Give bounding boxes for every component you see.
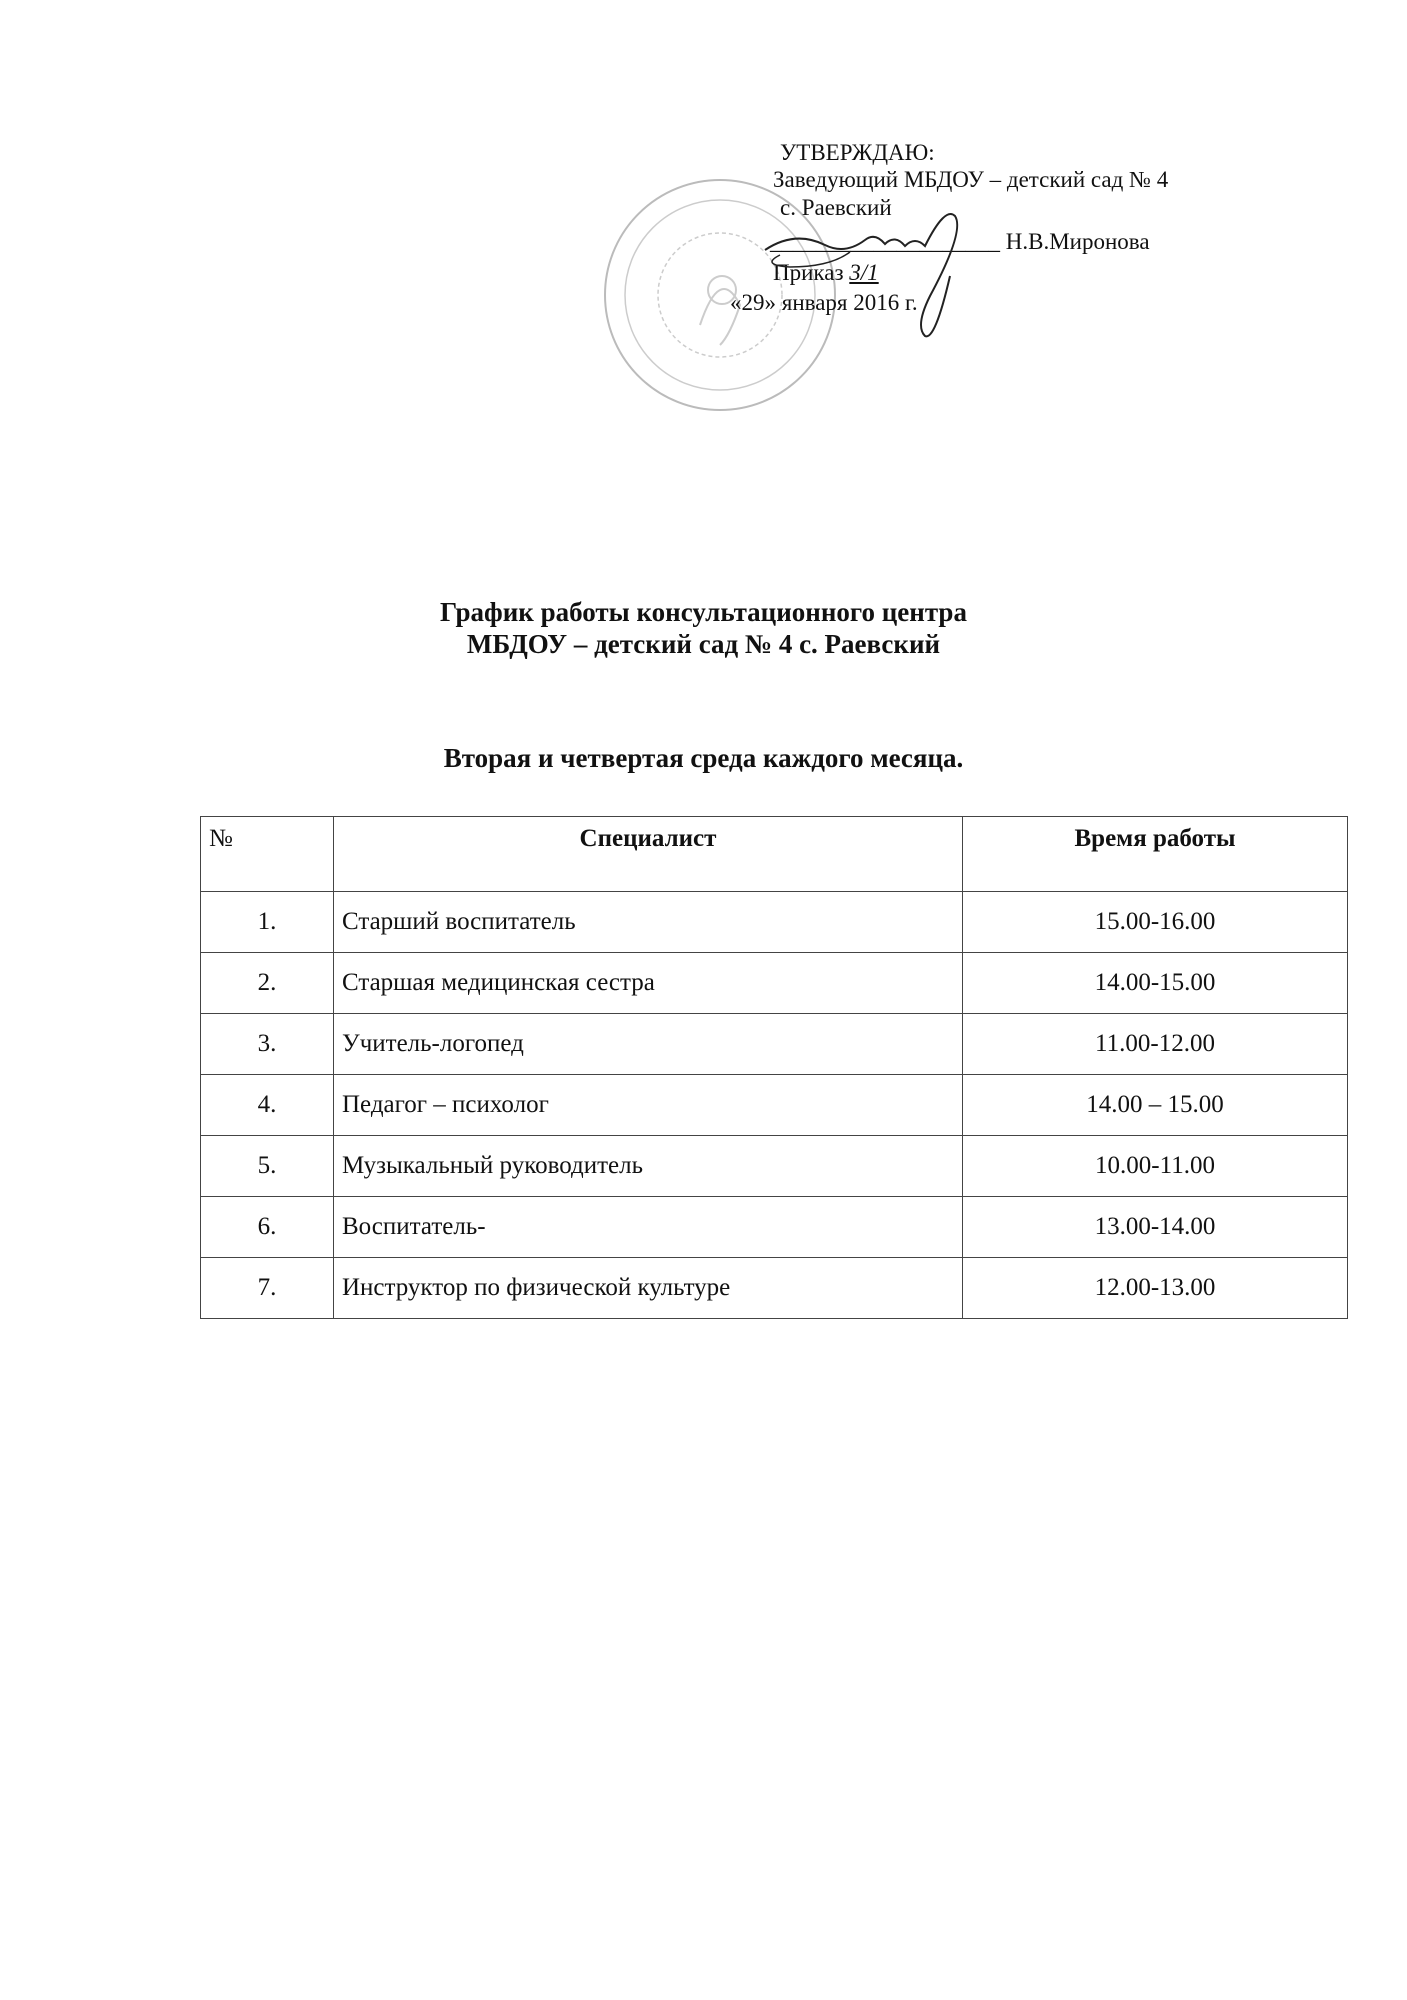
table-row bbox=[201, 953, 1348, 1014]
row-number: 2. bbox=[201, 953, 334, 1014]
row-specialist: Музыкальный руководитель bbox=[334, 1136, 963, 1197]
row-number: 7. bbox=[201, 1258, 334, 1319]
table-row bbox=[201, 1197, 1348, 1258]
row-time: 12.00-13.00 bbox=[963, 1258, 1348, 1319]
approval-position: Заведующий МБДОУ – детский сад № 4 bbox=[773, 167, 1169, 192]
signer-name: Н.В.Миронова bbox=[1005, 229, 1150, 254]
header-specialist: Специалист bbox=[334, 817, 963, 892]
signature-underline: ____________________ bbox=[770, 229, 1000, 254]
row-time: 10.00-11.00 bbox=[963, 1136, 1348, 1197]
schedule-subtitle: Вторая и четвертая среда каждого месяца. bbox=[443, 743, 964, 773]
header-number: № bbox=[201, 817, 334, 892]
row-specialist: Старшая медицинская сестра bbox=[334, 953, 963, 1014]
order-number: 3/1 bbox=[849, 260, 879, 285]
row-number: 6. bbox=[201, 1197, 334, 1258]
row-number: 4. bbox=[201, 1075, 334, 1136]
row-time: 13.00-14.00 bbox=[963, 1197, 1348, 1258]
row-time: 11.00-12.00 bbox=[963, 1014, 1348, 1075]
document-title-line2: МБДОУ – детский сад № 4 с. Раевский bbox=[466, 629, 941, 659]
row-specialist: Старший воспитатель bbox=[334, 892, 963, 953]
approval-place: с. Раевский bbox=[780, 195, 892, 220]
order-label: Приказ bbox=[773, 260, 844, 285]
row-time: 14.00-15.00 bbox=[963, 953, 1348, 1014]
schedule-table bbox=[200, 816, 1348, 1319]
row-specialist: Воспитатель- bbox=[334, 1197, 963, 1258]
row-time: 14.00 – 15.00 bbox=[963, 1075, 1348, 1136]
row-number: 1. bbox=[201, 892, 334, 953]
row-specialist: Педагог – психолог bbox=[334, 1075, 963, 1136]
table-row bbox=[201, 1075, 1348, 1136]
document-title-line1: График работы консультационного центра bbox=[440, 597, 967, 627]
row-time: 15.00-16.00 bbox=[963, 892, 1348, 953]
approval-heading: УТВЕРЖДАЮ: bbox=[780, 140, 935, 165]
approval-date: «29» января 2016 г. bbox=[730, 290, 918, 315]
table-row bbox=[201, 1258, 1348, 1319]
table-header-row bbox=[201, 817, 1348, 892]
row-specialist: Инструктор по физической культуре bbox=[334, 1258, 963, 1319]
handwritten-signature bbox=[760, 205, 1000, 345]
table-row bbox=[201, 892, 1348, 953]
table-row bbox=[201, 1014, 1348, 1075]
header-time: Время работы bbox=[963, 817, 1348, 892]
table-row bbox=[201, 1136, 1348, 1197]
row-number: 5. bbox=[201, 1136, 334, 1197]
row-number: 3. bbox=[201, 1014, 334, 1075]
row-specialist: Учитель-логопед bbox=[334, 1014, 963, 1075]
